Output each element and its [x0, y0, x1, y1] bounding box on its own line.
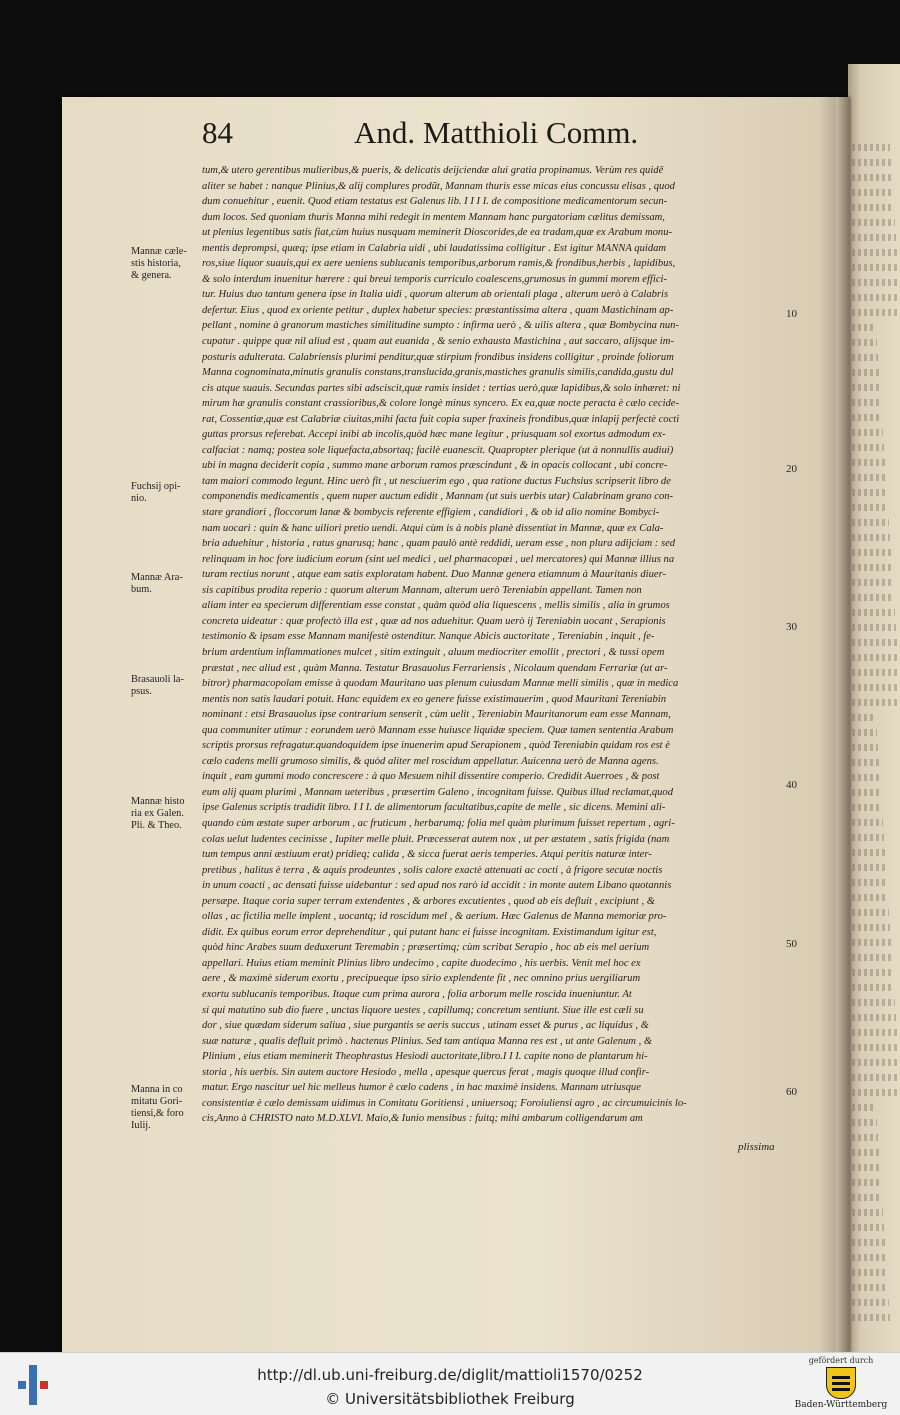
facing-text-trace [852, 309, 900, 316]
text-line: defertur. Eius , quod ex oriente petitur , duplex habetur species: præstantissima altera , quam Mastichinam ap- [202, 304, 674, 316]
facing-text-trace [852, 264, 898, 271]
facing-text-trace [852, 744, 878, 751]
text-line: cupatur . quippe quæ nil aliud est , quam aut euanida , & senio exhausta Mastichina , aut saccaro, alijsque im- [202, 336, 674, 348]
facing-text-trace [852, 219, 895, 226]
text-line: posturis adulterata. Calabriensis plurimi penditur,quæ stirpium frondibus insidens colligitur , proinde foliorum [202, 351, 674, 363]
facing-text-trace [852, 819, 883, 826]
facing-text-trace [852, 249, 897, 256]
facing-text-trace [852, 939, 891, 946]
facing-text-trace [852, 1029, 897, 1036]
text-line: relinquam in hoc fore iudicium eorum (sint uel medici , uel pharmacopæi , uel mercatores) qui Mannæ illius na [202, 553, 675, 565]
facing-text-trace [852, 849, 885, 856]
facing-text-trace [852, 444, 884, 451]
line-number-marker: 20 [786, 463, 797, 475]
text-line: mentis non satis laudari potuit. Hanc equidem ex eo genere fuisse existimauerim , quod Mauritani Tereniabin [202, 693, 667, 705]
facing-text-trace [852, 504, 888, 511]
facing-text-trace [852, 474, 886, 481]
text-line: qua communiter utimur : eorundem uerò Mannam esse huiusce liquidæ speciem. Quæ tamen sententia Arabum [202, 724, 674, 736]
text-line: tam maiori commodo legunt. Hinc uerò fit , ut nesciuerim ego , qua ratione ductus Fuchsius scripserit libro de [202, 475, 671, 487]
catchword: plissima [738, 1141, 775, 1153]
line-number-marker: 40 [786, 779, 797, 791]
facing-text-trace [852, 1239, 885, 1246]
text-line: componendis medicamentis , quem nuper auctum edidit , Mannam (ut suis uerbis utar) Calabrinam grano con- [202, 491, 674, 503]
facing-text-trace [852, 534, 890, 541]
text-line: tum,& utero gerentibus mulieribus,& pueris, & delicatis deijciendæ alui gratia propinamus. Verùm res quidē [202, 165, 664, 176]
margin-note: Manna in co mitatu Gori- tiensi,& foro Iulij. [131, 1084, 184, 1131]
facing-text-trace [852, 1299, 889, 1306]
text-line: matur. Ergo nascitur uel hic melleus humor è cælo cadens , in hac maximè insidens. Mannam utriusque [202, 1082, 641, 1094]
facing-text-trace [852, 144, 890, 151]
text-line: dum locos. Sed quoniam thuris Manna mihi redegit in mentem Mannam hanc purgatoriam cælitus demissam, [202, 211, 665, 223]
facing-text-trace [852, 1134, 878, 1141]
facing-text-trace [852, 624, 896, 631]
text-line: turam rectius norunt , atque eam satis exploratam habent. Duo Mannæ genera etiamnum à Mauritanis diuer- [202, 569, 667, 581]
margin-note: Mannæ Ara- bum. [131, 572, 183, 595]
facing-text-trace [852, 924, 890, 931]
facing-text-trace [852, 864, 886, 871]
text-line: Plinium , eius etiam meminerit Theophrastus Hesiodi auctoritate,libro.I I I. capite nono de plantarum hi- [202, 1051, 648, 1063]
page-number: 84 [202, 115, 233, 150]
text-line: testimonio & ipsam esse Mannam manifestè ostenditur. Nanque Abicis auctoritate , Tereniabin , inquit , fe- [202, 631, 655, 643]
facing-text-trace [852, 1314, 890, 1321]
text-line: ut plenius legentibus satis fiat,cùm huius nusquam meminerit Dioscorides,de ea tradam,quæ ex Arabum monu- [202, 227, 673, 239]
facing-text-trace [852, 1089, 900, 1096]
facing-text-trace [852, 1224, 884, 1231]
text-line: colas uelut ludentes cecinisse , Iupiter melle pluit. Præcesserat autem nox , ut per æstatem , satis frigida (nam [202, 833, 670, 845]
text-line: in unum coacti , ac densati fuisse uidebantur : sed apud nos rarò id accidit : in monte autem Libano quotannis [202, 880, 672, 892]
sponsor-label: gefördert durch [808, 1356, 874, 1365]
text-line: didit. Ex quibus eorum error deprehenditur , qui putant hanc ei fuisse incognitam. Existimandum igitur est, [202, 926, 657, 938]
text-line: ros,siue liquor suauis,qui ex aere ueniens sublucanis temporibus,arborum ramis,& frondibus,herbis , lapidibus, [202, 258, 676, 270]
text-line: si qui matutino sub dio fuere , unctas liquore uestes , capillumq; concretum sentiunt. Siue ille est cæli su [202, 1004, 644, 1016]
facing-text-trace [852, 984, 894, 991]
text-line: inquit , eam gummi modo concrescere : à quo Mesuem nihil dissentire comperio. Credidit Auerroes , & post [202, 771, 660, 783]
text-line: brium ardentium inflammationes mulcet , sitim extinguit , aluum mediocriter emollit , prectori , & tussi opem [202, 646, 665, 658]
facing-text-trace [852, 159, 891, 166]
facing-text-trace [852, 729, 877, 736]
facing-text-trace [852, 489, 887, 496]
facing-text-trace [852, 1179, 881, 1186]
text-line: aliam inter ea specierum differentiam esse constat , quàm quòd alia liquescens , mellis similis , alia in grumos [202, 600, 670, 612]
page-header [202, 115, 722, 155]
facing-text-trace [852, 954, 892, 961]
text-line: dor , siue quædam siderum saliua , siue purgantis se aeris succus , utinam esset & purus , ac liquidus , & [202, 1020, 649, 1032]
facing-text-trace [852, 1074, 900, 1081]
text-line: consistentiæ è cælo demissam uidimus in Comitatu Goritiensi , uniuersoq; Foroiuliensi agro , ac circumuicinis lo- [202, 1097, 687, 1109]
text-line: præstat , nec aliud est , quàm Manna. Testatur Brasauolus Ferrariensis , Nicolaum quendam Ferrariæ (ut ar- [202, 662, 668, 674]
facing-text-trace [852, 774, 880, 781]
line-number-marker: 30 [786, 621, 797, 633]
text-line: eum alij quam plurimi , Mannam ueteribus , præsertim Galeno , incognitam fuisse. Quibus illud reclamat,quod [202, 786, 674, 798]
coat-of-arms-icon [826, 1367, 856, 1399]
book-page [62, 97, 850, 1352]
facing-text-trace [852, 609, 895, 616]
line-number-marker: 10 [786, 308, 797, 320]
text-line: bitror) pharmacopolam emisse à quodam Mauritano uas plenum cuiusdam Mannæ melli similis , quæ in medica [202, 678, 679, 690]
facing-text-trace [852, 1209, 883, 1216]
text-line: storia , his uerbis. Sin autem auctore Hesiodo , mella , apesque quercus ferat , magis quoque illud confir- [202, 1066, 650, 1078]
text-line: cis atque suauis. Secundas partes sibi adsciscit,quæ ramis insidet : tertias uerò,quæ lapidibus,& solo inhæret: ni [202, 382, 681, 394]
text-line: pretibus , halitus è terra , & aquis prodeuntes , solis calore exactè attenuati ac cocti , à frigore secutæ noctis [202, 864, 663, 876]
facing-text-trace [852, 669, 899, 676]
text-line: nam uocari : quin & hanc uiliori pretio uendi. Atqui cùm is à nobis planè dissentiat in Mannæ, quæ ex Cala- [202, 522, 664, 534]
viewer-footer [0, 1352, 900, 1415]
text-line: mentis deprompsi, quæq; ipse etiam in Calabria uidi , ubi laudatissima colligitur . Est igitur MANNA quidam [202, 242, 667, 254]
facing-text-trace [852, 279, 899, 286]
margin-note: Mannæ histo ria ex Galen. Pli. & Theo. [131, 796, 185, 831]
facing-text-trace [852, 999, 895, 1006]
margin-note: Mannæ cæle- stis historia, & genera. [131, 246, 187, 281]
facing-text-trace [852, 549, 891, 556]
margin-note: Fuchsij opi- nio. [131, 481, 181, 504]
facing-text-trace [852, 1284, 888, 1291]
facing-text-trace [852, 399, 881, 406]
text-line: & solo interdum inuenitur hærere : qui breui temporis curriculo coalescens,grumosus in gummi morem effici- [202, 273, 667, 285]
facing-text-trace [852, 654, 898, 661]
facing-text-trace [852, 519, 889, 526]
text-line: sis capitibus prodita reperio : quorum alterum Mannam, alterum uerò Tereniabin appellant. Tamen non [202, 584, 642, 596]
text-line: persæpe. Itaque coria super terram extendentes , & arbores excutientes , quod ab eis defluit , excipiunt , & [202, 895, 655, 907]
facing-text-trace [852, 324, 876, 331]
text-line: quando cùm æstate super arborum , ac fruticum , herbarumq; folia mel quàm plurimum fuisset repertum , agri- [202, 817, 675, 829]
text-line: Manna cognominata,minutis granulis constans,translucida,granis,mastiches granulis similis,candida,gustu dul [202, 367, 674, 379]
text-line: dum conuehitur , euenit. Quod etiam testatus est Galenus lib. I I I I. de compositione medicamentorum secun- [202, 196, 668, 208]
facing-text-trace [852, 1149, 879, 1156]
facing-text-trace [852, 564, 892, 571]
text-line: appellari. Huius etiam meminit Plinius libro undecimo , capite duodecimo , his uerbis. Venit mel hoc ex [202, 957, 641, 969]
facing-text-trace [852, 579, 893, 586]
margin-note: Brasauoli la- psus. [131, 674, 184, 697]
text-line: aliter se habet : nanque Plinius,& alij complures prodũt, Mannam thuris esse micas eius concussu elisas , quod [202, 180, 675, 192]
facing-text-trace [852, 204, 894, 211]
line-number-marker: 60 [786, 1086, 797, 1098]
facing-text-trace [852, 294, 900, 301]
facing-text-trace [852, 459, 885, 466]
facing-text-trace [852, 1194, 882, 1201]
facing-page [848, 64, 900, 1354]
facing-text-trace [852, 684, 900, 691]
text-line: tur. Huius duo tantum genera ipse in Italia uidi , quorum alterum ab orientali plaga , alterum uerò à Calabris [202, 289, 669, 301]
facing-text-trace [852, 339, 877, 346]
source-url[interactable]: http://dl.ub.uni-freiburg.de/diglit/mattioli1570/0252 [257, 1366, 643, 1384]
facing-text-trace [852, 804, 882, 811]
text-line: bria aduehitur , historia , ratus gnarusq; hanc , quam paulò antè reddidi, ueram esse , non plura adijciam : sed [202, 538, 676, 550]
facing-text-trace [852, 369, 879, 376]
text-line: guttas prorsus referebat. Accepi inibi ab incolis,quòd hæc mane legitur , priusquam sol exortus admodum ex- [202, 429, 666, 441]
text-line: calfaciat : namq; postea sole liquefacta,absortaq; facilè euanescit. Quapropter plerique (ut à nonnullis audiui) [202, 444, 674, 456]
sponsor-name: Baden-Württemberg [794, 1400, 888, 1410]
facing-text-trace [852, 699, 900, 706]
facing-text-trace [852, 594, 894, 601]
text-line: ubi in magna deciderit copia , summo mane arborum ramos præscindunt , & in opacis collocant , ubi concre- [202, 460, 668, 472]
facing-text-trace [852, 894, 888, 901]
facing-text-trace [852, 789, 881, 796]
facing-text-trace [852, 1104, 876, 1111]
text-line: pellant , nomine à granorum mastiches similitudine sumpto : infirma uerò , & uilis altera , quæ Bombycina nun- [202, 320, 679, 332]
text-line: quòd hinc Arabes suum deduxerunt Teremabin ; præsertimq; cùm scribat Serapio , hoc ab eis mel aerium [202, 942, 650, 954]
running-head: And. Matthioli Comm. [354, 115, 639, 150]
text-line: nominant : etsi Brasauolus ipse contrarium senserit , cùm uelit , Tereniabin Mauritanorum eam esse Mannam, [202, 709, 671, 721]
copyright-notice: © Universitätsbibliothek Freiburg [325, 1390, 575, 1408]
facing-text-trace [852, 879, 887, 886]
text-line: stare grandiori , floccorum lanæ & bombycis referente effigiem , candidiori , & ob id alio nomine Bombyci- [202, 507, 660, 519]
text-line: cælo cadens melli grumoso similis, & quòd aliter mel roscidum appellatur. Auicenna uerò de Manna agens. [202, 755, 659, 767]
facing-text-trace [852, 189, 893, 196]
line-number-marker: 50 [786, 938, 797, 950]
facing-text-trace [852, 759, 879, 766]
text-line: mirum hæ granulis constant crassioribus,& colore longè minus syncero. Ex ea,quæ nocte peracta è cælo cecide- [202, 398, 680, 410]
page-edge [836, 97, 850, 1352]
facing-text-trace [852, 969, 893, 976]
facing-text-trace [852, 1059, 899, 1066]
facing-text-trace [852, 1269, 887, 1276]
text-line: aere , & maximè siderum exortu , precipueque ipso sirio explendente fit , nec omnino prius uergiliarum [202, 973, 641, 985]
facing-text-trace [852, 1254, 886, 1261]
facing-text-trace [852, 639, 897, 646]
facing-text-trace [852, 1014, 896, 1021]
facing-text-trace [852, 234, 896, 241]
facing-text-trace [852, 1119, 877, 1126]
facing-text-trace [852, 414, 882, 421]
body-text [202, 163, 842, 1127]
facing-text-trace [852, 174, 892, 181]
facing-text-trace [852, 909, 889, 916]
text-line: concreta uideatur : quæ profectò illa est , quæ ad nos aduehitur. Quam uerò ij Tereniabin uocant , Serapionis [202, 615, 666, 627]
text-line: ollas , ac fictilia melle implent , uocantq; id roscidum mel , & aerium. Hæc Galenus de Manna memoriæ pro- [202, 911, 667, 923]
text-line: ipse Galenus scriptis tradidit libro. I I I. de alimentorum facultatibus,capite de melle , sic dicens. Memini ali- [202, 802, 666, 814]
sponsor-badge[interactable] [786, 1356, 896, 1414]
facing-text-trace [852, 384, 880, 391]
facing-text-trace [852, 1164, 880, 1171]
text-line: suæ naturæ , qualis defluit primò . hactenus Plinius. Sed tam antiqua Manna res est , ut ante Galenum , & [202, 1035, 653, 1047]
facing-text-trace [852, 354, 878, 361]
facing-text-trace [852, 834, 884, 841]
text-line: scriptis prorsus refragatur.quandoquidem ipse inuenerim apud Serapionem , quòd Tereniabin quidam ros est è [202, 740, 670, 752]
text-line: cis,Anno à CHRISTO nato M.D.XLVI. Maio,& Iunio mensibus : fuitq; mihi ambarum colligendarum am [202, 1113, 643, 1125]
text-line: exortu sublucanis temporibus. Itaque cum prima aurora , folia arborum melle roscida inueniuntur. At [202, 988, 632, 1000]
facing-text-trace [852, 1044, 898, 1051]
facing-text-trace [852, 429, 883, 436]
facing-text-trace [852, 714, 876, 721]
text-line: rat, Cossentiæ,quæ est Calabriæ ciuitas,mihi facta fuit copia super fraxineis frondibus,quæ inlapij perfectè cocti [202, 413, 680, 425]
text-line: tum tempus anni æstiuum erat) pridieq; calida , & sicca fuerat aeris temperies. Atqui peritis naturæ inter- [202, 849, 652, 861]
